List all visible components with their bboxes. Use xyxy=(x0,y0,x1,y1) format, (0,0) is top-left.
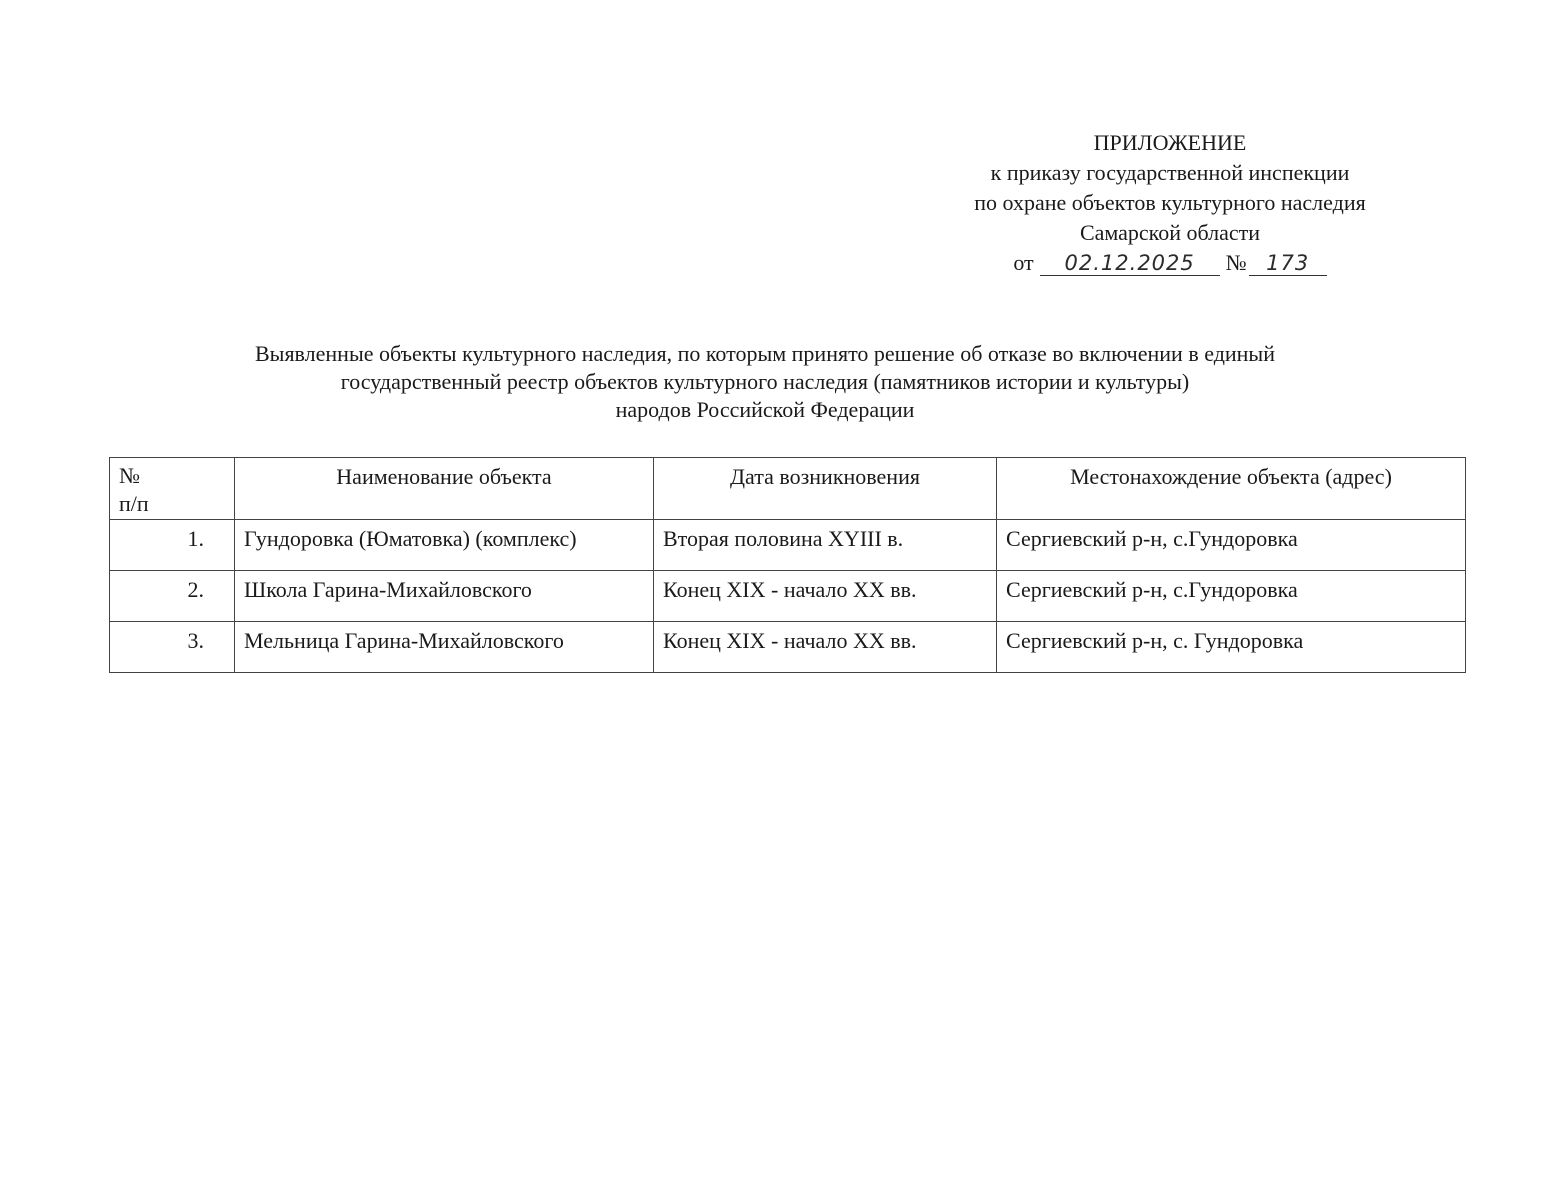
appendix-line-inspection: по охране объектов культурного наследия xyxy=(974,190,1366,215)
table-row xyxy=(110,622,1466,673)
order-date-line xyxy=(900,248,1440,278)
date-prefix: от xyxy=(1013,250,1034,275)
column-header-name: Наименование объекта xyxy=(235,458,654,520)
object-date: Вторая половина XYIII в. xyxy=(654,520,997,571)
appendix-line-order: к приказу государственной инспекции xyxy=(990,160,1350,185)
object-name: Школа Гарина-Михайловского xyxy=(235,571,654,622)
row-number: 2. xyxy=(110,571,235,622)
handwritten-number: 173 xyxy=(1249,251,1327,276)
document-title-line-3: народов Российской Федерации xyxy=(615,397,915,422)
handwritten-date: 02.12.2025 xyxy=(1040,251,1220,276)
document-title-line-2: государственный реестр объектов культурного наследия (памятников истории и культуры) xyxy=(340,369,1190,394)
object-address: Сергиевский р-н, с.Гундоровка xyxy=(997,520,1466,571)
object-date: Конец XIX - начало XX вв. xyxy=(654,622,997,673)
row-number: 3. xyxy=(110,622,235,673)
object-name: Мельница Гарина-Михайловского xyxy=(235,622,654,673)
table-header-row xyxy=(110,458,1466,520)
object-address: Сергиевский р-н, с.Гундоровка xyxy=(997,571,1466,622)
object-name: Гундоровка (Юматовка) (комплекс) xyxy=(235,520,654,571)
object-address: Сергиевский р-н, с. Гундоровка xyxy=(997,622,1466,673)
number-sign: № xyxy=(1225,250,1247,275)
appendix-title: ПРИЛОЖЕНИЕ xyxy=(1093,130,1247,155)
table-row xyxy=(110,520,1466,571)
column-header-date: Дата возникновения xyxy=(654,458,997,520)
document-title xyxy=(100,340,1430,424)
table-row xyxy=(110,571,1466,622)
column-header-number xyxy=(110,458,235,520)
column-header-address: Местонахождение объекта (адрес) xyxy=(997,458,1466,520)
document-title-line-1: Выявленные объекты культурного наследия, по которым принято решение об отказе во включении в единый xyxy=(254,341,1275,366)
column-header-number-label: № п/п xyxy=(119,463,149,516)
object-date: Конец XIX - начало XX вв. xyxy=(654,571,997,622)
appendix-header xyxy=(900,128,1440,278)
heritage-objects-table xyxy=(109,457,1466,673)
row-number: 1. xyxy=(110,520,235,571)
appendix-line-region: Самарской области xyxy=(1079,220,1261,245)
